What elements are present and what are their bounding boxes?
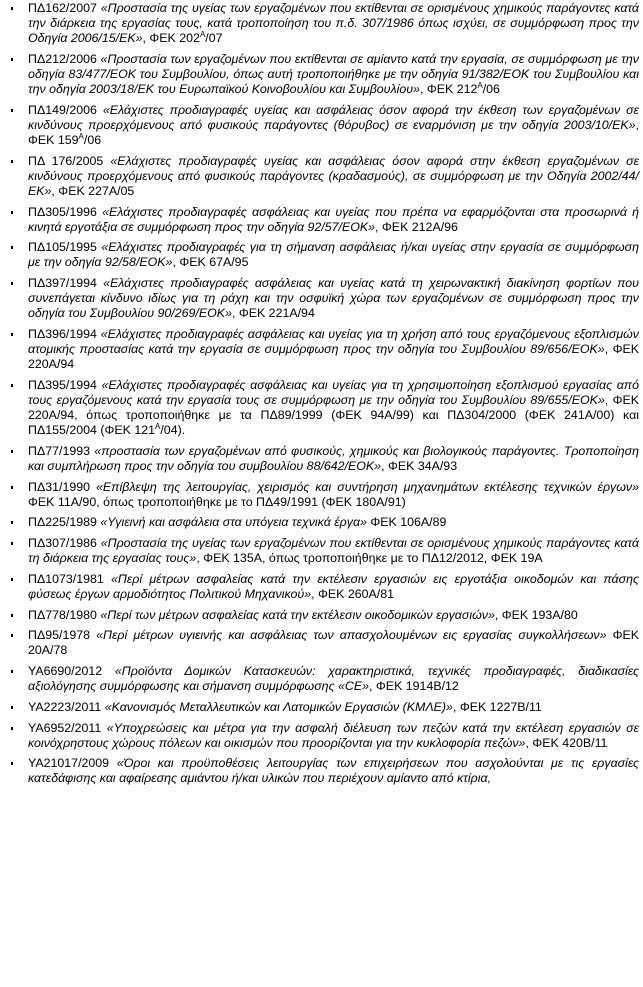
- superscript-text: Α: [477, 80, 483, 90]
- law-text: , ΦΕΚ 135Α, όπως τροποποιήθηκε με το ΠΔ12/2012, ΦΕΚ 19Α: [196, 551, 543, 566]
- law-title: «Ελάχιστες προδιαγραφές υγείας και ασφάλειας όσον αφορά την έκθεση των εργαζομένων σε κινδύνους προερχόμενους από φυσικούς παράγοντες (θόρυβος) σε εναρμόνιση με την οδηγία 2003/10/ΕΚ»: [28, 102, 639, 132]
- law-text: ΠΔ778/1980: [28, 607, 101, 622]
- law-text: ΠΔ397/1994: [28, 276, 104, 291]
- law-text: ΦΕΚ 20Α/78: [28, 628, 639, 658]
- bullet-icon: [11, 706, 13, 709]
- bullet-icon: [11, 109, 13, 112]
- list-item: [0, 444, 639, 474]
- law-text: , ΦΕΚ 159: [28, 117, 639, 147]
- law-title: «Υποχρεώσεις και μέτρα για την ασφαλή διέλευση των πεζών κατά την εκτέλεση εργασιών σε κοινόχρηστους χώρους πόλεων και οικισμών που προορίζονται για την κυκλοφορία πεζών»: [28, 720, 639, 750]
- law-text: , ΦΕΚ 1914Β/12: [369, 679, 459, 694]
- law-title: «Προϊόντα Δομικών Κατασκευών: χαρακτηριστικά, τεχνικές προδιαγραφές, διαδικασίες αξιολόγησης συμμόρφωσης και σήμανση συμμόρφωσης «CE»: [28, 664, 639, 694]
- law-text: ΠΔ395/1994: [28, 377, 102, 392]
- law-title: «Όροι και προϋποθέσεις λειτουργίας των επιχειρήσεων που ασχολούνται με τις εργασίες κατεδάφισης και αφαίρεσης αμιάντου ή/και υλικών που περιέχουν αμίαντο από κτίρια,: [28, 756, 640, 786]
- law-text: , ΦΕΚ 227Α/05: [51, 183, 135, 198]
- law-text: , ΦΕΚ 212Α/96: [375, 219, 458, 234]
- list-item: [0, 700, 639, 715]
- bullet-icon: [11, 670, 13, 673]
- list-item: [0, 536, 639, 566]
- list-item: [0, 276, 639, 321]
- bullet-icon: [11, 486, 13, 489]
- bullet-icon: [11, 282, 13, 285]
- law-text: , ΦΕΚ 220Α/94: [28, 342, 639, 372]
- list-item: [0, 327, 639, 372]
- bullet-icon: [11, 614, 13, 617]
- law-title: «Ελάχιστες προδιαγραφές ασφάλειας και υγείας για τη χρησιμοποίηση εξοπλισμού εργασίας από τους εργαζόμενους κατά την εργασία τους σε συμμόρφωση με την οδηγία του Συμβουλίου 89/655/ΕΟΚ»: [28, 377, 639, 407]
- law-text: /06: [83, 132, 102, 147]
- bullet-icon: [11, 384, 13, 387]
- law-text: /07: [205, 31, 223, 46]
- law-text: ΠΔ212/2006: [28, 51, 101, 66]
- law-text: ΠΔ396/1994: [28, 326, 101, 341]
- law-text: , ΦΕΚ 260Α/81: [311, 586, 394, 601]
- legislation-list: [0, 1, 639, 792]
- list-item: [0, 154, 639, 199]
- law-title: «Προστασία των εργαζομένων που εκτίθενται σε αμίαντο κατά την εργασία, σε συμμόρφωση με την οδηγία 83/477/ΕΟΚ του Συμβουλίου, όπως αυτή τροποποιήθηκε με την οδηγία 91/382/ΕΟΚ του Συμβουλίου και την οδηγία 2003/18/ΕΚ του Ευρωπαϊκού Κοινοβουλίου και Συμβουλίου»: [28, 51, 639, 97]
- bullet-icon: [11, 542, 13, 545]
- law-text: ΠΔ31/1990: [28, 479, 97, 494]
- bullet-icon: [11, 450, 13, 453]
- law-text: ΠΔ95/1978: [28, 628, 97, 643]
- law-text: ΠΔ105/1995: [28, 240, 102, 255]
- law-text: ΥΑ21017/2009: [28, 756, 117, 771]
- law-title: «Ελάχιστες προδιαγραφές ασφάλειας και υγείας που πρέπα να εφαρμόζονται στα προσωρινά ή κινητά εργοτάξια σε συμμόρφωση προς την οδηγία 92/57/ΕΟΚ»: [28, 204, 639, 234]
- law-title: «Επίβλεψη της λειτουργίας, χειρισμός και συντήρηση μηχανημάτων εκτέλεσης τεχνικών έργων»: [96, 479, 639, 494]
- law-text: ΥΑ6690/2012: [28, 664, 115, 679]
- bullet-icon: [11, 634, 13, 637]
- superscript-text: Α: [78, 131, 84, 141]
- list-item: [0, 721, 639, 751]
- superscript-text: Α: [155, 421, 161, 431]
- law-text: ΠΔ1073/1981: [28, 571, 111, 586]
- law-title: «Ελάχιστες προδιαγραφές ασφάλειας και υγείας για τη χρήση από τους εργαζόμενους εξοπλισμών ατομικής προστασίας κατά την εργασία σε συμμόρφωση προς την οδηγία του Συμβουλίου 89/656/ΕΟΚ»: [28, 326, 639, 357]
- law-title: «Υγιεινή και ασφάλεια στα υπόγεια τεχνικά έργα»: [100, 515, 367, 530]
- law-text: ΠΔ305/1996: [28, 204, 103, 219]
- law-text: ΠΔ149/2006: [28, 102, 103, 117]
- bullet-icon: [11, 246, 13, 249]
- law-title: «προστασία των εργαζομένων από φυσικούς, χημικούς και βιολογικούς παράγοντες. Τροποποίηση και συμπλήρωση προς την οδηγία του συμβουλίου 88/642/ΕΟΚ»: [28, 443, 639, 473]
- bullet-icon: [11, 211, 13, 214]
- list-item: [0, 664, 639, 694]
- law-text: ΠΔ225/1989: [28, 515, 101, 530]
- law-text: ΥΑ6952/2011: [28, 720, 107, 735]
- law-title: «Ελάχιστες προδιαγραφές ασφάλειας και υγείας κατά τη χειρωνακτική διακίνηση φορτίων που συνεπάγεται κίνδυνο ιδίως για τη ράχη και την οσφυϊκή χώρα των εργαζομένων σε συμμόρφωση προς την οδηγία του Συμβουλίου 90/269/ΕΟΚ»: [28, 276, 639, 321]
- list-item: [0, 480, 639, 510]
- law-text: , ΦΕΚ 420Β/11: [525, 735, 608, 750]
- law-text: ΥΑ2223/2011: [28, 699, 105, 714]
- law-text: ΠΔ77/1993: [28, 443, 95, 458]
- list-item: [0, 205, 639, 235]
- superscript-text: Α: [199, 30, 206, 40]
- law-text: /04).: [160, 423, 186, 438]
- law-title: «Περί μέτρων ασφαλείας κατά την εκτέλεσιν εργασιών εις εργοτάξια οικοδομών και πάσης φύσεως έργων αρμοδιότητος Πολιτικού Μηχανικού»: [28, 571, 639, 601]
- law-text: , ΦΕΚ 1227Β/11: [452, 699, 542, 714]
- bullet-icon: [11, 7, 13, 10]
- list-item: [0, 378, 639, 438]
- list-item: [0, 103, 639, 148]
- list-item: [0, 572, 639, 602]
- list-item: [0, 608, 639, 623]
- bullet-icon: [11, 521, 13, 524]
- bullet-icon: [11, 578, 13, 581]
- law-text: ΦΕΚ 11Α/90, όπως τροποποιήθηκε με το ΠΔ49/1991 (ΦΕΚ 180Α/91): [28, 494, 406, 509]
- bullet-icon: [11, 160, 13, 163]
- list-item: [0, 52, 639, 97]
- law-text: , ΦΕΚ 212: [419, 82, 478, 97]
- law-text: ΠΔ162/2007: [28, 1, 101, 15]
- bullet-icon: [11, 762, 13, 765]
- law-text: /06: [482, 82, 500, 97]
- law-text: , ΦΕΚ 202: [142, 31, 200, 46]
- law-text: ΦΕΚ 106Α/89: [366, 515, 447, 530]
- bullet-icon: [11, 333, 13, 336]
- law-text: , ΦΕΚ 34Α/93: [381, 458, 458, 473]
- bullet-icon: [11, 58, 13, 61]
- law-title: «Περί μέτρων υγιεινής και ασφάλειας των απασχολουμένων εις εργασίας συγκολλήσεων»: [96, 628, 607, 643]
- law-text: , ΦΕΚ 220Α/94, όπως τροποποιήθηκε με τα ΠΔ89/1999 (ΦΕΚ 94Α/99) και ΠΔ304/2000 (ΦΕΚ 241Α/00) και ΠΔ155/2004 (ΦΕΚ 121: [28, 392, 639, 438]
- law-title: «Ελάχιστες προδιαγραφές υγείας και ασφάλειας όσον αφορά στην έκθεση εργαζομένων σε κινδύνους προερχόμενους από φυσικούς παράγοντες (κραδασμούς), σε συμμόρφωση με την Οδηγία 2002/44/ΕΚ»: [28, 153, 640, 198]
- list-item: [0, 515, 639, 530]
- law-title: «Κανονισμός Μεταλλευτικών και Λατομικών Εργασιών (ΚΜΛΕ)»: [104, 699, 453, 714]
- law-text: , ΦΕΚ 67Α/95: [172, 255, 249, 270]
- law-text: , ΦΕΚ 193Α/80: [494, 607, 578, 622]
- law-title: «Προστασία της υγείας των εργαζομένων που εκτίθενται σε ορισμένους χημικούς παράγοντες κατά τη διάρκεια της εργασίας τους»: [28, 536, 639, 566]
- bullet-icon: [11, 727, 13, 730]
- law-title: «Περί των μέτρων ασφαλείας κατά την εκτέλεσιν οικοδομικών εργασιών»: [100, 607, 495, 622]
- law-text: ΠΔ 176/2005: [28, 153, 111, 168]
- law-title: «Προστασία της υγείας των εργαζομένων που εκτίθενται σε ορισμένους χημικούς παράγοντες κατά την διάρκεια της εργασίας τους, κατά τροποποίηση του π.δ. 307/1986 όπως ισχύει, σε συμμόρφωση προς την Οδηγία 2006/15/ΕΚ»: [28, 1, 639, 46]
- list-item: [0, 628, 639, 658]
- list-item: [0, 240, 639, 270]
- law-title: «Ελάχιστες προδιαγραφές για τη σήμανση ασφάλειας ή/και υγείας στην εργασία σε συμμόρφωση με την οδηγία 92/58/ΕΟΚ»: [28, 240, 639, 270]
- list-item: [0, 756, 639, 786]
- law-text: ΠΔ307/1986: [28, 536, 101, 551]
- law-text: , ΦΕΚ 221Α/94: [231, 306, 315, 321]
- list-item: [0, 1, 639, 46]
